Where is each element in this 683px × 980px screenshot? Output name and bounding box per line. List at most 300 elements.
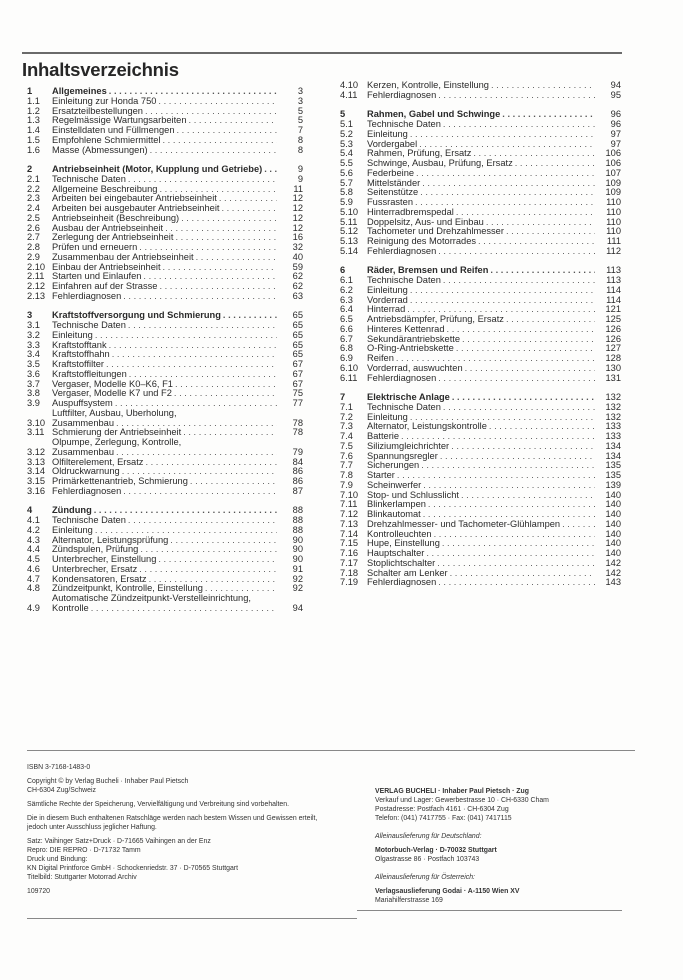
toc-chapter	[27, 165, 303, 302]
toc-title-wrap	[367, 413, 595, 423]
toc-page-number: 132	[605, 411, 621, 422]
toc-entry[interactable]	[27, 428, 303, 438]
toc-entry[interactable]	[340, 179, 621, 189]
toc-entry[interactable]	[27, 438, 303, 458]
toc-entry[interactable]	[27, 487, 303, 497]
dot-leader	[161, 136, 277, 146]
toc-title: Seitenstütze	[367, 188, 419, 198]
publisher-address-1: Verkauf und Lager: Gewerbestrasse 10 · CH-6330 Cham	[375, 797, 549, 804]
toc-entry[interactable]	[27, 292, 303, 302]
toc-entry[interactable]	[340, 237, 621, 247]
dot-leader	[459, 491, 595, 501]
toc-number: 7.18	[340, 567, 359, 578]
toc-entry[interactable]	[27, 204, 303, 214]
toc-entry[interactable]	[340, 500, 621, 510]
toc-entry[interactable]	[340, 452, 621, 462]
toc-number: 2.4	[27, 203, 40, 213]
toc-title: Regelmässige Wartungsarbeiten	[52, 116, 187, 126]
copyright-line: Copyright © by Verlag Bucheli · Inhaber Paul Pietsch	[27, 778, 189, 785]
toc-title: Sicherungen	[367, 461, 420, 471]
toc-entry[interactable]	[340, 227, 621, 237]
dot-leader	[408, 296, 595, 306]
toc-title: Hinteres Kettenrad	[367, 324, 445, 334]
toc-page-number: 132	[605, 401, 621, 412]
toc-title: Ausbau der Antriebseinheit	[52, 223, 164, 233]
toc-entry[interactable]	[27, 341, 303, 351]
dot-leader	[438, 452, 595, 462]
toc-title-wrap	[367, 179, 595, 189]
dot-leader	[173, 380, 277, 390]
toc-number: 2.13	[27, 290, 46, 301]
toc-title: Schmierung der Antriebseinheit	[52, 428, 182, 438]
dot-leader	[441, 403, 595, 413]
toc-title: Elektrische Anlage	[367, 393, 450, 402]
toc-entry[interactable]	[340, 81, 621, 91]
toc-entry[interactable]	[340, 364, 621, 374]
toc-number: 5.1	[340, 119, 353, 129]
toc-entry[interactable]	[340, 130, 621, 140]
toc-entry[interactable]	[340, 422, 621, 432]
toc-entry[interactable]	[27, 555, 303, 565]
toc-entry[interactable]	[340, 140, 621, 150]
dot-leader	[104, 360, 277, 370]
toc-page-number: 88	[292, 505, 303, 516]
toc-number: 4.6	[27, 563, 40, 574]
toc-entry[interactable]	[27, 136, 303, 146]
toc-title: Auspuffsystem	[52, 399, 113, 408]
toc-title: Fehlerdiagnosen	[367, 373, 437, 383]
dot-leader	[418, 188, 595, 198]
toc-left-column	[27, 87, 303, 623]
toc-number: 5.4	[340, 148, 353, 159]
toc-number: 3.6	[27, 368, 40, 379]
dot-leader	[147, 575, 277, 585]
top-rule	[22, 52, 622, 54]
toc-number: 7.8	[340, 470, 353, 480]
toc-entry[interactable]	[27, 224, 303, 234]
toc-page-number: 139	[605, 479, 621, 490]
toc-number: 1.2	[27, 105, 40, 116]
toc-title-wrap	[367, 169, 595, 179]
toc-number: 2.11	[27, 271, 45, 282]
toc-entry[interactable]	[340, 169, 621, 179]
dot-leader	[126, 321, 277, 331]
toc-entry[interactable]	[340, 549, 621, 559]
toc-number: 7.9	[340, 479, 353, 490]
toc-entry[interactable]	[27, 516, 303, 526]
toc-page-number: 127	[605, 343, 621, 354]
toc-entry[interactable]	[27, 389, 303, 399]
toc-title: Einbau der Antriebseinheit	[52, 262, 161, 272]
toc-entry[interactable]	[27, 360, 303, 370]
toc-entry[interactable]	[27, 399, 303, 409]
toc-title-wrap	[52, 194, 277, 204]
austria-distributor-name: Verlagsauslieferung Godai · A-1150 Wien XV	[375, 888, 520, 895]
toc-entry[interactable]	[27, 594, 303, 614]
toc-entry[interactable]	[27, 282, 303, 292]
toc-page-number: 134	[605, 450, 621, 461]
toc-entry[interactable]	[340, 218, 621, 228]
toc-title-wrap	[367, 569, 595, 579]
toc-entry[interactable]	[27, 584, 303, 594]
isbn: ISBN 3-7168-1483-0	[27, 764, 91, 771]
toc-entry[interactable]	[340, 520, 621, 530]
toc-chapter-heading[interactable]	[340, 393, 621, 403]
toc-entry[interactable]	[27, 146, 303, 156]
toc-title-wrap	[52, 97, 277, 107]
disclaimer-line-1: Die in diesem Buch enthaltenen Ratschläge werden nach bestem Wissen und Gewissen erteilt,	[27, 815, 318, 822]
toc-page-number: 97	[610, 138, 621, 149]
toc-page-number: 97	[610, 128, 621, 139]
toc-number: 2.1	[27, 173, 40, 184]
toc-chapter-heading[interactable]	[340, 266, 621, 276]
toc-number: 7.7	[340, 460, 353, 471]
toc-page-number: 11	[293, 183, 303, 194]
toc-title: Einleitung	[367, 285, 408, 295]
toc-page-number: 79	[292, 446, 303, 457]
toc-entry[interactable]	[340, 530, 621, 540]
dot-leader	[219, 204, 277, 214]
toc-title: Rahmen, Prüfung, Ersatz	[367, 149, 472, 159]
toc-entry[interactable]	[340, 461, 621, 471]
toc-chapter-heading[interactable]	[27, 311, 303, 321]
toc-entry[interactable]	[340, 305, 621, 315]
dot-leader	[454, 344, 595, 354]
toc-title: Kraftstoffleitungen	[52, 369, 127, 379]
toc-chapter-heading[interactable]	[27, 506, 303, 516]
toc-entry[interactable]	[340, 159, 621, 169]
toc-entry[interactable]	[27, 214, 303, 224]
toc-title: Technische Daten	[367, 120, 441, 129]
toc-title-wrap	[367, 296, 595, 306]
toc-title: Hupe, Einstellung	[367, 539, 440, 549]
toc-entry[interactable]	[27, 477, 303, 487]
toc-entry[interactable]	[340, 491, 621, 501]
toc-chapter-heading[interactable]	[27, 87, 303, 97]
toc-title: Ölpumpe, Zerlegung, Kontrolle,	[52, 438, 182, 447]
toc-page-number: 135	[605, 460, 621, 471]
toc-title-continuation	[52, 448, 277, 458]
toc-title-wrap	[367, 276, 595, 286]
toc-number: 7.16	[340, 548, 359, 558]
toc-chapter	[340, 266, 621, 383]
toc-entry[interactable]	[27, 409, 303, 429]
toc-title: Technische Daten	[52, 174, 126, 184]
toc-number: 6.4	[340, 304, 353, 315]
toc-entry[interactable]	[340, 149, 621, 159]
toc-entry[interactable]	[340, 442, 621, 452]
toc-entry[interactable]	[27, 545, 303, 555]
toc-number: 4.8	[27, 583, 40, 594]
toc-entry[interactable]	[27, 194, 303, 204]
toc-chapter	[27, 506, 303, 613]
toc-number: 7.19	[340, 577, 359, 588]
toc-page-number: 78	[292, 417, 303, 428]
toc-entry[interactable]	[27, 126, 303, 136]
toc-number: 3.8	[27, 388, 40, 399]
toc-page-number: 121	[605, 304, 621, 315]
toc-page-number: 63	[292, 290, 303, 301]
toc-number: 6.11	[340, 372, 358, 383]
toc-page-number: 86	[292, 476, 303, 486]
toc-title: Zündzeitpunkt, Kontrolle, Einstellung	[52, 584, 203, 594]
toc-title-wrap	[367, 315, 595, 325]
toc-entry[interactable]	[27, 116, 303, 126]
dot-leader	[424, 549, 595, 559]
toc-title-wrap	[52, 107, 277, 117]
toc-title-continuation	[52, 419, 277, 429]
toc-title-wrap	[52, 487, 277, 497]
dot-leader	[421, 510, 595, 520]
dot-leader	[143, 458, 277, 468]
toc-title-wrap	[367, 539, 595, 549]
toc-title-line-2: Zusammenbau	[52, 417, 115, 428]
imprint-block	[27, 763, 357, 901]
toc-page-number: 3	[297, 95, 303, 106]
dot-leader	[113, 399, 277, 409]
toc-title: Blinkautomat	[367, 510, 421, 519]
dot-leader	[421, 481, 595, 491]
toc-title-wrap	[367, 374, 595, 384]
dot-leader	[114, 448, 277, 458]
toc-number: 3.7	[27, 378, 40, 389]
toc-number: 2.5	[27, 212, 40, 223]
toc-title-wrap	[52, 253, 277, 263]
toc-entry[interactable]	[27, 536, 303, 546]
toc-number: 6.9	[340, 353, 353, 363]
toc-title: O-Ring-Antriebskette	[367, 344, 454, 354]
toc-page-number: 91	[292, 563, 303, 574]
toc-title-wrap	[52, 146, 277, 156]
dot-leader	[436, 247, 595, 257]
dot-leader	[471, 149, 595, 159]
toc-page-number: 67	[292, 368, 303, 379]
toc-entry[interactable]	[27, 370, 303, 380]
dot-leader	[408, 286, 595, 296]
toc-entry[interactable]	[340, 335, 621, 345]
toc-title-wrap	[367, 354, 595, 364]
toc-title-wrap	[52, 584, 277, 594]
toc-title-wrap	[52, 380, 277, 390]
toc-title-wrap	[52, 409, 277, 429]
toc-title-wrap	[367, 520, 595, 530]
toc-number: 4.10	[340, 80, 359, 90]
toc-page-number: 78	[292, 427, 303, 438]
toc-title-wrap	[52, 243, 277, 253]
toc-title: Empfohlene Schmiermittel	[52, 135, 161, 145]
toc-title: Hinterrad	[367, 305, 406, 315]
toc-entry[interactable]	[27, 233, 303, 243]
dot-leader	[449, 442, 595, 452]
toc-entry[interactable]	[340, 578, 621, 588]
toc-number: 1	[27, 86, 33, 96]
toc-chapter-heading[interactable]	[27, 165, 303, 175]
toc-title-wrap	[367, 549, 595, 559]
toc-entry[interactable]	[340, 276, 621, 286]
toc-title-wrap	[367, 286, 595, 296]
toc-title: Vergaser, Modelle K7 und F2	[52, 389, 172, 399]
toc-number: 4.5	[27, 554, 40, 564]
toc-title-wrap	[52, 575, 277, 585]
toc-entry[interactable]	[340, 198, 621, 208]
toc-title: Technische Daten	[367, 402, 441, 412]
toc-number: 5	[340, 109, 346, 120]
toc-title: Einleitung	[52, 525, 93, 535]
toc-page-number: 110	[606, 206, 621, 217]
toc-chapter-heading[interactable]	[340, 110, 621, 120]
austria-distributor-address: Mariahilferstrasse 169	[375, 897, 443, 904]
toc-title: Räder, Bremsen und Reifen	[367, 266, 489, 276]
toc-title-wrap	[52, 350, 277, 360]
toc-entry[interactable]	[27, 321, 303, 331]
toc-entry[interactable]	[27, 467, 303, 477]
toc-page-number: 131	[605, 372, 621, 383]
dot-leader	[137, 243, 277, 253]
toc-entry[interactable]	[27, 97, 303, 107]
typesetting-credit: Satz: Vaihinger Satz+Druck · D-71665 Vaihingen an der Enz	[27, 838, 211, 845]
toc-title-wrap	[367, 559, 595, 569]
toc-entry[interactable]	[340, 413, 621, 423]
toc-page-number: 113	[606, 275, 621, 285]
toc-entry[interactable]	[27, 331, 303, 341]
toc-entry[interactable]	[340, 286, 621, 296]
toc-entry[interactable]	[27, 175, 303, 185]
toc-number: 5.11	[340, 216, 358, 227]
toc-page-number: 62	[292, 271, 303, 282]
dot-leader	[463, 364, 595, 374]
dot-leader	[156, 97, 277, 107]
toc-page-number: 140	[605, 499, 621, 510]
toc-entry[interactable]	[27, 263, 303, 273]
toc-number: 2.7	[27, 232, 40, 243]
toc-title: Federbeine	[367, 168, 415, 178]
dot-leader	[408, 130, 595, 140]
toc-page-number: 92	[292, 583, 303, 594]
toc-entry[interactable]	[340, 344, 621, 354]
toc-title: Kerzen, Kontrolle, Einstellung	[367, 81, 489, 90]
imprint-bottom-rule	[27, 918, 357, 919]
dot-leader	[476, 237, 595, 247]
toc-title-wrap	[367, 91, 595, 101]
toc-page-number: 9	[297, 173, 303, 184]
toc-entry[interactable]	[27, 243, 303, 253]
toc-page-number: 140	[605, 509, 621, 519]
toc-chapter	[27, 311, 303, 496]
toc-entry[interactable]	[340, 432, 621, 442]
toc-entry[interactable]	[27, 526, 303, 536]
toc-entry[interactable]	[27, 380, 303, 390]
toc-number: 7.1	[340, 401, 353, 412]
toc-number: 5.8	[340, 187, 353, 198]
toc-number: 5.5	[340, 158, 353, 168]
toc-entry[interactable]	[27, 272, 303, 282]
toc-title-wrap	[367, 247, 595, 257]
toc-entry[interactable]	[340, 569, 621, 579]
toc-page-number: 90	[292, 534, 303, 545]
toc-number: 5.12	[340, 226, 359, 237]
toc-number: 7.12	[340, 509, 359, 519]
toc-title-wrap	[367, 149, 595, 159]
toc-title: Einleitung zur Honda 750	[52, 96, 157, 106]
toc-entry[interactable]	[340, 510, 621, 520]
toc-title-wrap	[367, 452, 595, 462]
publisher-name: VERLAG BUCHELI · Inhaber Paul Pietsch · Zug	[375, 788, 529, 795]
toc-entry[interactable]	[27, 575, 303, 585]
toc-title-wrap	[367, 530, 595, 540]
toc-title: Fehlerdiagnosen	[367, 246, 437, 256]
toc-entry[interactable]	[340, 481, 621, 491]
toc-title-wrap	[367, 471, 595, 481]
toc-entry[interactable]	[340, 325, 621, 335]
toc-title-wrap	[52, 399, 277, 409]
toc-title: Arbeiten bei eingebauter Antriebseinheit	[52, 194, 217, 204]
toc-page-number: 142	[605, 567, 621, 578]
toc-number: 2.10	[27, 261, 46, 272]
toc-entry[interactable]	[340, 247, 621, 257]
toc-number: 7.4	[340, 431, 353, 441]
austria-distribution-label: Alleinauslieferung für Österreich:	[375, 874, 475, 881]
page-title: Inhaltsverzeichnis	[22, 59, 179, 80]
toc-title-wrap	[52, 321, 277, 331]
toc-title-continuation	[52, 604, 277, 614]
toc-entry[interactable]	[340, 559, 621, 569]
toc-number: 6.1	[340, 275, 353, 285]
toc-entry[interactable]	[340, 374, 621, 384]
dot-leader	[173, 233, 277, 243]
toc-entry[interactable]	[27, 107, 303, 117]
toc-entry[interactable]	[340, 354, 621, 364]
toc-page-number: 112	[606, 245, 621, 256]
toc-title-wrap	[52, 233, 277, 243]
toc-entry[interactable]	[340, 188, 621, 198]
toc-title-wrap	[52, 165, 277, 175]
toc-title-line-2: Kontrolle	[52, 602, 89, 613]
toc-title-wrap	[367, 237, 595, 247]
toc-entry[interactable]	[340, 403, 621, 413]
dot-leader	[89, 604, 277, 614]
dot-leader	[487, 422, 595, 432]
toc-title-wrap	[52, 87, 277, 97]
toc-page-number: 106	[605, 148, 621, 159]
dot-leader	[419, 461, 595, 471]
dot-leader	[262, 165, 277, 175]
dot-leader	[484, 218, 595, 228]
toc-page-number: 134	[605, 440, 621, 451]
toc-entry[interactable]	[340, 471, 621, 481]
toc-page-number: 7	[297, 125, 303, 135]
toc-entry[interactable]	[27, 458, 303, 468]
toc-entry[interactable]	[27, 185, 303, 195]
toc-page-number: 12	[292, 212, 303, 223]
toc-entry[interactable]	[340, 315, 621, 325]
toc-entry[interactable]	[27, 350, 303, 360]
toc-entry[interactable]	[340, 91, 621, 101]
dot-leader	[121, 487, 277, 497]
toc-number: 6.10	[340, 362, 359, 373]
dot-leader	[408, 413, 595, 423]
toc-entry[interactable]	[340, 208, 621, 218]
toc-title: Fehlerdiagnosen	[52, 486, 122, 496]
toc-entry[interactable]	[27, 253, 303, 263]
toc-entry[interactable]	[27, 565, 303, 575]
toc-entry[interactable]	[340, 539, 621, 549]
toc-entry[interactable]	[340, 120, 621, 130]
toc-title: Stop- und Schlusslicht	[367, 490, 459, 500]
toc-entry[interactable]	[340, 296, 621, 306]
publisher-bottom-rule	[357, 910, 622, 911]
toc-number: 3.14	[27, 466, 46, 477]
toc-number: 4	[27, 505, 33, 516]
